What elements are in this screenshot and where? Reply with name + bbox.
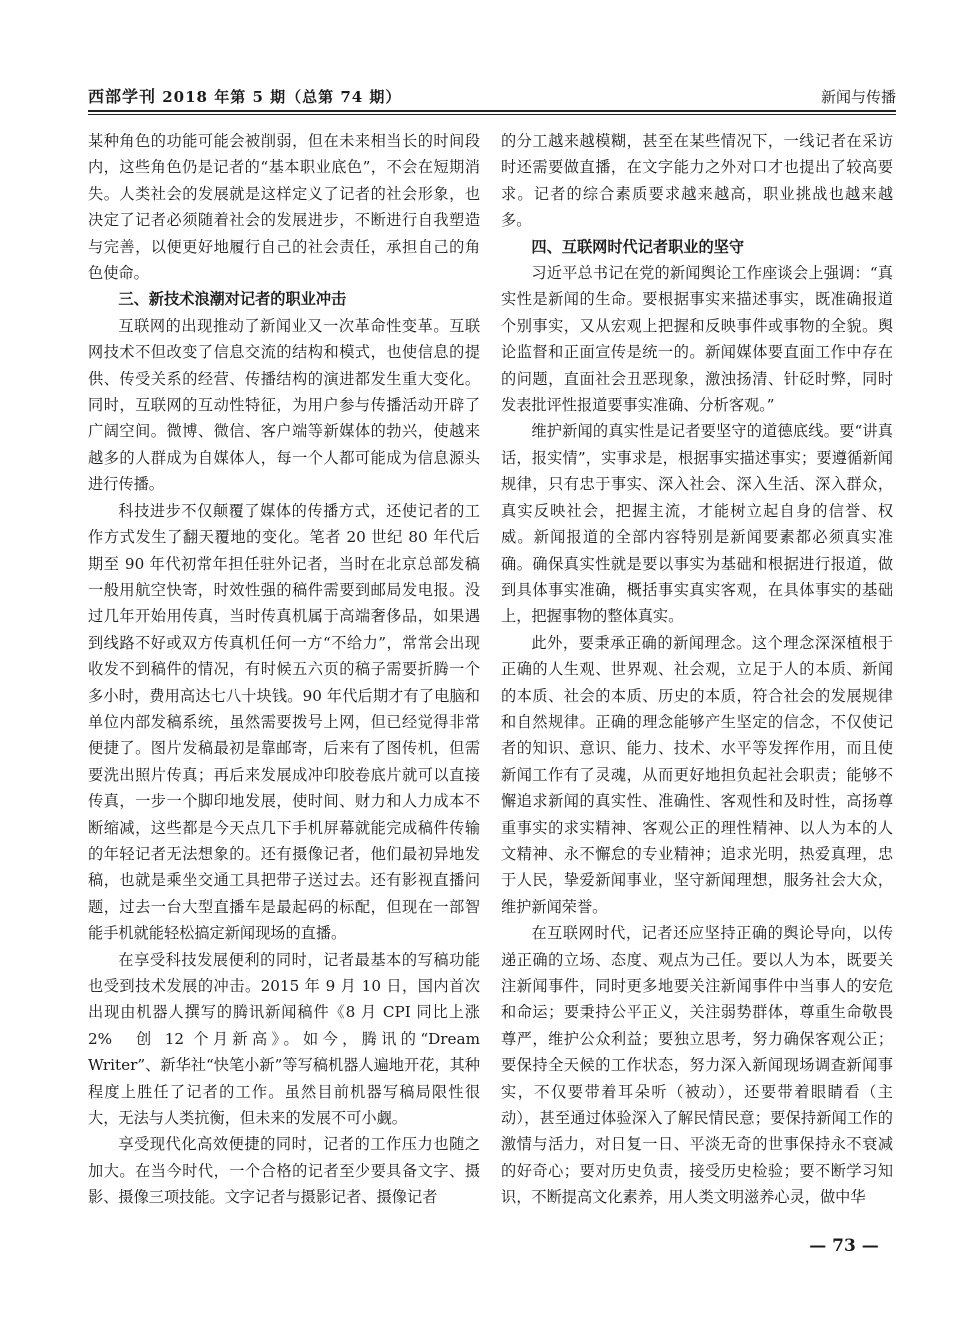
paragraph: 在互联网时代，记者还应坚持正确的舆论导向，以传递正确的立场、态度、观点为己任。要以人为本，既要关注新闻事件，同时更多地要关注新闻事件中当事人的安危和命运；要秉持公平正义，关注弱势群体，尊重生命敬畏尊严，维护公众利益；要独立思考，努力确保客观公正；要保持全天候的工作状态，努力深入新闻现场调查新闻事实，不仅要带着耳朵听（被动），还要带着眼睛看（主动），甚至通过体验深入了解民情民意；要保持新闻工作的激情与活力，对日复一日、平淡无奇的世事保持永不衰减的好奇心；要对历史负责，接受历史检验；要不断学习知识，不断提高文化素养，用人类文明滋养心灵，做中华 bbox=[501, 924, 893, 1207]
page-number: — 73 — bbox=[809, 1236, 879, 1256]
paragraph: 习近平总书记在党的新闻舆论工作座谈会上强调：“真实性是新闻的生命。要根据事实来描述事实，既准确报道个别事实，又从宏观上把握和反映事件或事物的全貌。舆论监督和正面宣传是统一的。新闻媒体要直面工作中存在的问题，直面社会丑恶现象，激浊扬清、针砭时弊，同时发表批评性报道要事实准确、分析客观。” bbox=[501, 264, 893, 415]
paragraph: 的分工越来越模糊，甚至在某些情况下，一线记者在采访时还需要做直播，在文字能力之外对口才也提出了较高要求。记者的综合素质要求越来越高，职业挑战也越来越多。 bbox=[501, 132, 893, 230]
section-name: 新闻与传播 bbox=[820, 88, 896, 106]
paragraph: 互联网的出现推动了新闻业又一次革命性变革。互联网技术不但改变了信息交流的结构和模式，也使信息的提供、传受关系的经营、传播结构的演进都发生重大变化。同时，互联网的互动性特征，为用户参与传播活动开辟了广阔空间。微博、微信、客户端等新媒体的勃兴，使越来越多的人群成为自媒体人，每一个人都可能成为信息源头进行传播。 bbox=[88, 316, 480, 494]
paragraph: 在享受科技发展便利的同时，记者最基本的写稿功能也受到技术发展的冲击。2015 年 9 月 10 日，国内首次出现由机器人撰写的腾讯新闻稿件《8 月 CPI 同比上涨 2% 创 12 个月新高》。如今，腾讯的“Dream Writer”、新华社“快笔小新”等写稿机器人遍地开花，其种程度上胜任了记者的工作。虽然目前机器写稿局限性很大，无法与人类抗衡，但未来的发展不可小觑。 bbox=[88, 950, 480, 1128]
running-header bbox=[88, 84, 896, 110]
paragraph: 维护新闻的真实性是记者要坚守的道德底线。要“讲真话，报实情”，实事求是，根据事实描述事实；要遵循新闻规律，只有忠于事实、深入社会、深入生活、深入群众，真实反映社会，把握主流，才能树立起自身的信誉、权威。新闻报道的全部内容特别是新闻要素都必须真实准确。确保真实性就是要以事实为基础和根据进行报道，做到具体事实准确，概括事实真实客观，在具体事实的基础上，把握事物的整体真实。 bbox=[501, 422, 893, 626]
paragraph: 科技进步不仅颠覆了媒体的传播方式，还使记者的工作方式发生了翻天覆地的变化。笔者 20 世纪 80 年代后期至 90 年代初常年担任驻外记者，当时在北京总部发稿一般用航空快寄，时效性强的稿件需要到邮局发电报。没过几年开始用传真，当时传真机属于高端奢侈品，如果遇到线路不好或双方传真机任何一方“不给力”，常常会出现收发不到稿件的情况，有时候五六页的稿子需要折腾一个多小时，费用高达七八十块钱。90 年代后期才有了电脑和单位内部发稿系统，虽然需要拨号上网，但已经觉得非常便捷了。图片发稿最初是靠邮寄，后来有了图传机，但需要洗出照片传真；再后来发展成冲印胶卷底片就可以直接传真，一步一个脚印地发展，使时间、财力和人力成本不断缩减，这些都是今天点几下手机屏幕就能完成稿件传输的年轻记者无法想象的。还有摄像记者，他们最初异地发稿，也就是乘坐交通工具把带子送过去。还有影视直播问题，过去一台大型直播车是最起码的标配，但现在一部智能手机就能轻松搞定新闻现场的直播。 bbox=[88, 501, 480, 943]
left-column bbox=[88, 128, 480, 1211]
paragraph: 享受现代化高效便捷的同时，记者的工作压力也随之加大。在当今时代，一个合格的记者至少要具备文字、摄影、摄像三项技能。文字记者与摄影记者、摄像记者 bbox=[88, 1135, 480, 1207]
journal-logo: 西部学刊 bbox=[88, 87, 157, 106]
section-heading: 四、互联网时代记者职业的坚守 bbox=[531, 237, 745, 256]
paragraph: 某种角色的功能可能会被削弱，但在未来相当长的时间段内，这些角色仍是记者的“基本职业底色”，不会在短期消失。人类社会的发展就是这样定义了记者的社会形象，也决定了记者必须随着社会的发展进步，不断进行自我塑造与完善，以便更好地履行自己的社会责任，承担自己的角色使命。 bbox=[88, 132, 480, 283]
header-rule-thick bbox=[88, 110, 896, 112]
header-rule-thin bbox=[88, 114, 896, 115]
paragraph: 此外，要秉承正确的新闻理念。这个理念深深植根于正确的人生观、世界观、社会观，立足于人的本质、新闻的本质、社会的本质、历史的本质，符合社会的发展规律和自然规律。正确的理念能够产生坚定的信念，不仅使记者的知识、意识、能力、技术、水平等发挥作用，而且使新闻工作有了灵魂，从而更好地担负起社会职责；能够不懈追求新闻的真实性、准确性、客观性和及时性，高扬尊重事实的求实精神、客观公正的理性精神、以人为本的人文精神、永不懈怠的专业精神；追求光明，热爱真理，忠于人民，挚爱新闻事业，坚守新闻理想，服务社会大众，维护新闻荣誉。 bbox=[501, 633, 893, 916]
right-column bbox=[501, 128, 893, 1211]
section-heading: 三、新技术浪潮对记者的职业冲击 bbox=[118, 290, 347, 309]
journal-title bbox=[88, 84, 401, 107]
journal-issue: 2018 年第 5 期（总第 74 期） bbox=[162, 88, 402, 106]
